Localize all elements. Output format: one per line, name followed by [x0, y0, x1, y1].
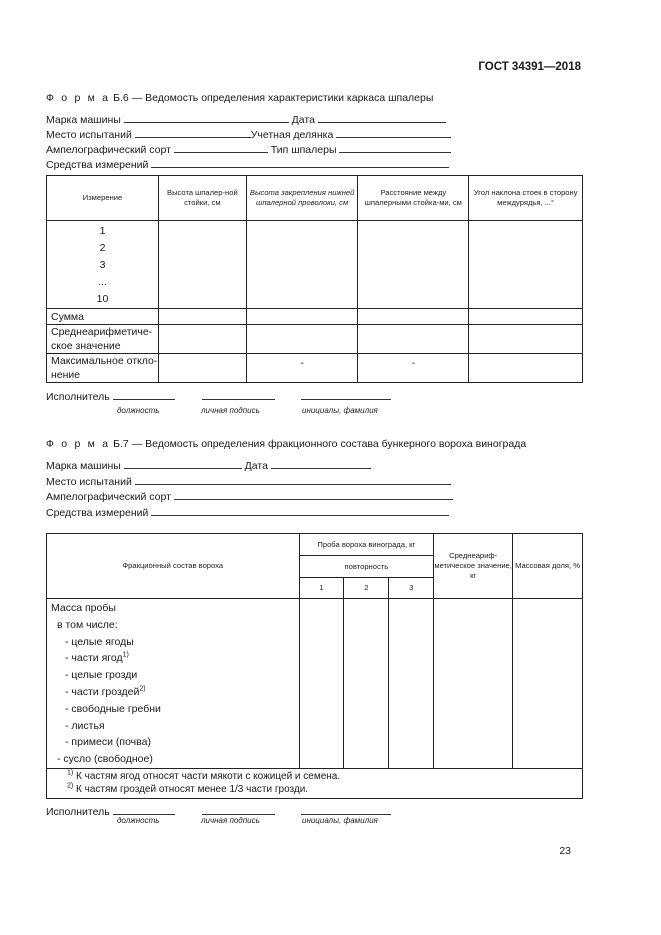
b7-cell[interactable]: [299, 599, 344, 769]
b6-name-caption: инициалы, фамилия: [302, 406, 378, 415]
b6-dash-cell: -: [358, 354, 469, 383]
b6-cell[interactable]: [158, 309, 246, 325]
standard-number: ГОСТ 34391—2018: [478, 61, 581, 73]
b6-signature-caption: личная подпись: [201, 406, 260, 415]
b7-executor-label: Исполнитель: [46, 806, 110, 818]
b7-cell[interactable]: [434, 599, 513, 769]
b6-site-label: Место испытаний: [46, 129, 132, 141]
b7-footnote-mark-2: 2): [67, 783, 74, 791]
b6-measurements-row: [47, 221, 583, 309]
b7-repeat-1: 1: [299, 578, 344, 599]
b6-col-tilt-angle: Угол наклона стоек в сторону междурядья, ...°: [469, 176, 583, 221]
b7-row-berry-parts: [47, 650, 299, 667]
b7-position-field[interactable]: [113, 804, 175, 815]
b7-row-including: в том числе:: [57, 618, 118, 631]
b6-variety-field[interactable]: [174, 142, 268, 153]
b6-instruments-field[interactable]: [151, 157, 449, 168]
b7-col-mean: Среднеариф-метическое значение, кг: [434, 534, 513, 599]
b7-row-leaves: - листья: [65, 719, 105, 732]
b7-footnote-1: [67, 770, 582, 783]
b6-measurement-3: 3: [99, 259, 106, 271]
b6-col-post-height: Высота шпалер-ной стойки, см: [158, 176, 246, 221]
b6-plot-label: Учетная делянка: [250, 129, 334, 141]
b7-machine-field[interactable]: [124, 458, 242, 469]
b7-row-whole-bunches: - целые грозди: [65, 669, 138, 682]
form-b6-title-prefix: Ф о р м а: [46, 92, 111, 104]
b6-measurement-1: 1: [99, 225, 106, 237]
b6-cell[interactable]: [358, 325, 469, 354]
b6-mean-row: [47, 325, 583, 354]
b6-measurement-numbers: [47, 221, 159, 309]
b7-header-row-1: [47, 534, 583, 556]
b7-row-berry-parts-label: - части ягод: [65, 652, 123, 665]
b7-footnote-1-text: К частям ягод относят части мякоти с кожицей и семена.: [76, 771, 341, 783]
b7-col-sample: Проба вороха винограда, кг: [299, 534, 434, 556]
b7-instruments-label: Средства измерений: [46, 507, 149, 519]
b6-sum-label: Сумма: [47, 309, 159, 325]
b6-cell[interactable]: [469, 325, 583, 354]
b6-dash-cell: -: [246, 354, 358, 383]
b7-cell[interactable]: [344, 599, 389, 769]
form-b7-title-text: Б.7 — Ведомость определения фракционного состава бункерного вороха винограда: [113, 438, 527, 450]
b7-col-share: Массовая доля, %: [513, 534, 583, 599]
b6-machine-line: [46, 112, 446, 126]
b6-cell[interactable]: [158, 354, 246, 383]
b6-signature-field[interactable]: [202, 389, 275, 400]
b7-variety-field[interactable]: [174, 489, 453, 500]
b6-variety-line: [46, 142, 451, 156]
b6-position-caption: должность: [117, 406, 160, 415]
b7-machine-label: Марка машины: [46, 460, 121, 472]
b7-table: [46, 533, 583, 799]
b7-date-field[interactable]: [271, 458, 371, 469]
b6-cell[interactable]: [469, 309, 583, 325]
form-b6-title: [46, 92, 433, 104]
b7-footnote-2: [67, 783, 582, 796]
b6-maxdev-label: Максимальное откло-нение: [47, 354, 159, 383]
b6-signature-line: [46, 389, 391, 403]
b6-trellis-label: Тип шпалеры: [270, 144, 337, 156]
b6-date-label: Дата: [291, 114, 315, 126]
b6-cell[interactable]: [469, 221, 583, 309]
b7-cell[interactable]: [389, 599, 434, 769]
b6-table: [46, 175, 583, 383]
b7-machine-line: [46, 458, 371, 472]
b7-variety-label: Ампелографический сорт: [46, 491, 171, 503]
b7-row-bunch-parts: [47, 684, 299, 701]
b6-mean-label: Среднеарифметиче-ское значение: [47, 325, 159, 354]
b6-executor-label: Исполнитель: [46, 391, 110, 403]
b6-col-wire-height: Высота закрепления нижней шпалерной проволоки, см: [246, 176, 358, 221]
b6-col-post-distance: Расстояние между шпалерными стойка-ми, см: [358, 176, 469, 221]
b6-site-field[interactable]: [135, 127, 251, 138]
b7-col-composition: Фракционный состав вороха: [47, 534, 300, 599]
b6-name-field[interactable]: [301, 389, 391, 400]
b7-row-free-stems: - свободные гребни: [65, 702, 161, 715]
b6-measurement-10: 10: [96, 293, 109, 305]
b7-footnote-2-text: К частям гроздей относят менее 1/3 части грозди.: [76, 784, 309, 796]
b7-signature-caption: личная подпись: [201, 816, 260, 825]
b7-row-free-must: - сусло (свободное): [57, 753, 153, 766]
b7-name-field[interactable]: [301, 804, 391, 815]
b7-name-caption: инициалы, фамилия: [302, 816, 378, 825]
b6-machine-field[interactable]: [124, 112, 289, 123]
b6-cell[interactable]: [158, 325, 246, 354]
b6-sum-row: [47, 309, 583, 325]
b6-cell[interactable]: [158, 221, 246, 309]
b6-header-row: [47, 176, 583, 221]
b7-row-bunch-parts-label: - части гроздей: [65, 685, 140, 698]
b6-cell[interactable]: [246, 325, 358, 354]
b7-instruments-field[interactable]: [151, 505, 449, 516]
form-b7-title: [46, 438, 526, 450]
b7-col-repeat: повторность: [299, 556, 434, 578]
b6-position-field[interactable]: [113, 389, 175, 400]
b7-position-caption: должность: [117, 816, 160, 825]
b6-maxdev-row: [47, 354, 583, 383]
b7-site-field[interactable]: [135, 474, 451, 485]
b7-row-sample-mass: Масса пробы: [51, 602, 116, 614]
b7-footnotes: [47, 768, 583, 798]
b6-cell[interactable]: [246, 221, 358, 309]
b6-plot-field[interactable]: [336, 127, 451, 138]
b7-date-label: Дата: [244, 460, 268, 472]
b7-cell[interactable]: [513, 599, 583, 769]
b7-row-whole-berries: - целые ягоды: [65, 635, 134, 648]
b7-instruments-line: [46, 505, 449, 519]
b6-instruments-label: Средства измерений: [46, 159, 149, 171]
b6-measurement-ellipsis: ...: [98, 276, 107, 288]
b7-variety-line: [46, 489, 453, 503]
b6-cell[interactable]: [358, 309, 469, 325]
b7-footnote-mark-1: 1): [67, 770, 74, 778]
b7-footnote-ref-2: 2): [139, 685, 146, 693]
b7-signature-field[interactable]: [202, 804, 275, 815]
b7-site-label: Место испытаний: [46, 476, 132, 488]
b7-footnote-ref-1: 1): [122, 651, 129, 659]
page-number: 23: [559, 845, 571, 857]
b6-instruments-line: [46, 157, 449, 171]
form-b6-title-text: Б.6 — Ведомость определения характеристики каркаса шпалеры: [113, 92, 434, 104]
form-b7-title-prefix: Ф о р м а: [46, 438, 111, 450]
b6-col-measurement: Измерение: [47, 176, 159, 221]
b6-cell[interactable]: [246, 309, 358, 325]
b7-row-impurities: - примеси (почва): [65, 736, 151, 749]
b6-cell[interactable]: [358, 221, 469, 309]
b6-trellis-field[interactable]: [339, 142, 451, 153]
b7-body-row: [47, 599, 583, 769]
b7-repeat-2: 2: [344, 578, 389, 599]
b6-date-field[interactable]: [318, 112, 446, 123]
b6-variety-label: Ампелографический сорт: [46, 144, 171, 156]
b7-footnotes-row: [47, 768, 583, 798]
b7-repeat-3: 3: [389, 578, 434, 599]
b7-fractions-list: [47, 599, 300, 769]
b6-cell[interactable]: [469, 354, 583, 383]
b6-site-line: [46, 127, 451, 141]
b6-machine-label: Марка машины: [46, 114, 121, 126]
b7-site-line: [46, 474, 451, 488]
b6-measurement-2: 2: [99, 242, 106, 254]
